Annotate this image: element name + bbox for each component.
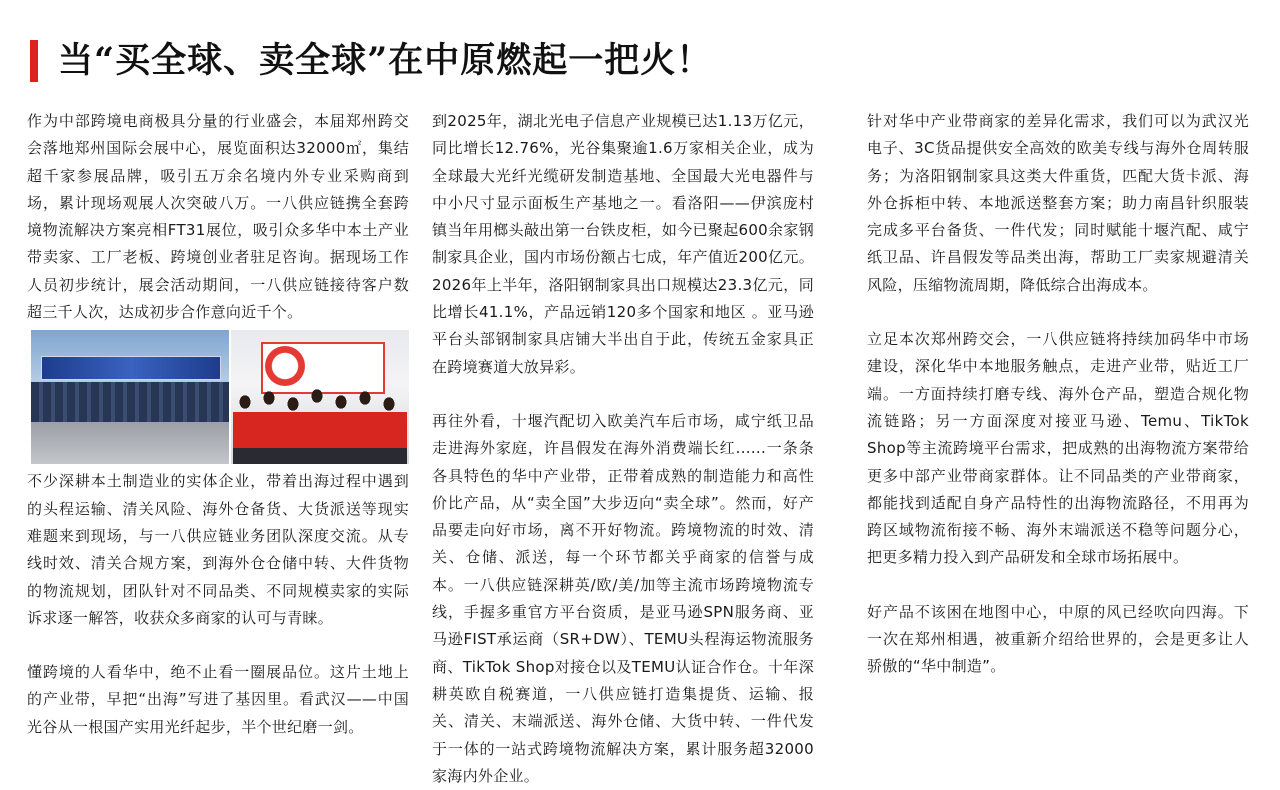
paragraph: 再往外看，十堰汽配切入欧美汽车后市场，咸宁纸卫品走进海外家庭，许昌假发在海外消费端长红......一条条各具特色的华中产业带，正带着成熟的制造能力和高性价比产品，从“卖全国”大步迈向“卖全球”。然而，好产品要走向好市场，离不开好物流。跨境物流的时效、清关、仓储、派送，每一个环节都关乎商家的信誉与成本。一八供应链深耕英/欧/美/加等主流市场跨境物流专线，手握多重官方平台资质，是亚马逊SPN服务商、亚马逊FIST承运商（SR+DW）、TEMU头程海运物流服务商、TikTok Shop对接仓以及TEMU认证合作仓。十年深耕英欧自税赛道，一八供应链打造集提货、运输、报关、清关、末端派送、海外仓储、大货中转、一件代发于一体的一站式跨境物流解决方案，累计服务超32000家海内外企业。 [432, 411, 814, 785]
team-members [233, 384, 407, 464]
paragraph: 到2025年，湖北光电子信息产业规模已达1.13万亿元，同比增长12.76%，光谷集聚逾1.6万家相关企业，成为全球最大光纤光缆研发制造基地、全国最大光电器件与中小尺寸显示面板生产基地之一。看洛阳——伊滨庞村镇当年用榔头敲出第一台铁皮柜，如今已聚起600余家钢制家具企业，国内市场份额占七成，年产值近200亿元。2026年上半年，洛阳钢制家具出口规模达23.3亿元，同比增长41.1%，产品远销120多个国家和地区 。亚马逊平台头部钢制家具店铺大半出自于此，传统五金家具正在跨境赛道大放异彩。 [432, 112, 814, 376]
paragraph: 懂跨境的人看华中，绝不止看一圈展品位。这片土地上的产业带，早把“出海”写进了基因里。看武汉——中国光谷从一根国产实用光纤起步，半个世纪磨一剑。 [27, 663, 409, 736]
exhibition-hall-photo [31, 330, 229, 464]
article-column-1 [27, 108, 409, 736]
paragraph: 作为中部跨境电商极具分量的行业盛会，本届郑州跨交会落地郑州国际会展中心，展览面积达32000㎡，集结超千家参展品牌，吸引五万余名境内外专业采购商到场，累计现场观展人次突破八万。一八供应链携全套跨境物流解决方案亮相FT31展位，吸引众多华中本土产业带卖家、工厂老板、跨境创业者驻足咨询。据现场工作人员初步统计，展会活动期间，一八供应链接待客户数超三千人次，达成初步合作意向近千个。 [27, 112, 409, 322]
article-column-3 [867, 108, 1249, 720]
title-accent-bar [30, 40, 38, 82]
article-title: 当“买全球、卖全球”在中原燃起一把火！ [58, 40, 713, 81]
article-column-2 [432, 108, 814, 785]
expo-photo [31, 330, 409, 464]
paragraph: 好产品不该困在地图中心，中原的风已经吹向四海。下一次在郑州相遇，被重新介绍给世界的，会是更多让人骄傲的“华中制造”。 [867, 602, 1249, 676]
expo-banner [41, 356, 221, 380]
plaza-ground [31, 422, 229, 464]
paragraph: 立足本次郑州跨交会，一八供应链将持续加码华中市场建设，深化华中本地服务触点，走进产业带，贴近工厂端。一方面持续打磨专线、海外仓产品，塑造合规化物流链路；另一方面深度对接亚马逊、Temu、TikTok Shop等主流跨境平台需求，把成熟的出海物流方案带给更多中部产业带商家群体。让不同品类的产业带商家，都能找到适配自身产品特性的出海物流路径，不用再为跨区域物流衔接不畅、海外末端派送不稳等问题分心，把更多精力投入到产品研发和全球市场拓展中。 [867, 330, 1249, 567]
paragraph: 不少深耕本土制造业的实体企业，带着出海过程中遇到的头程运输、清关风险、海外仓备货、大货派送等现实难题来到现场，与一八供应链业务团队深度交流。从专线时效、清关合规方案，到海外仓仓储中转、大件货物的物流规划，团队针对不同品类、不同规模卖家的实际诉求逐一解答，收获众多商家的认可与青睐。 [27, 472, 409, 627]
team-group-photo [231, 330, 409, 464]
paragraph: 针对华中产业带商家的差异化需求，我们可以为武汉光电子、3C货品提供安全高效的欧美专线与海外仓周转服务；为洛阳钢制家具这类大件重货，匹配大货卡派、海外仓拆柜中转、本地派送整套方案；助力南昌针织服装完成多平台备货、一件代发；同时赋能十堰汽配、咸宁纸卫品、许昌假发等品类出海，帮助工厂卖家规避清关风险，压缩物流周期，降低综合出海成本。 [867, 112, 1249, 294]
hall-facade [31, 382, 229, 422]
